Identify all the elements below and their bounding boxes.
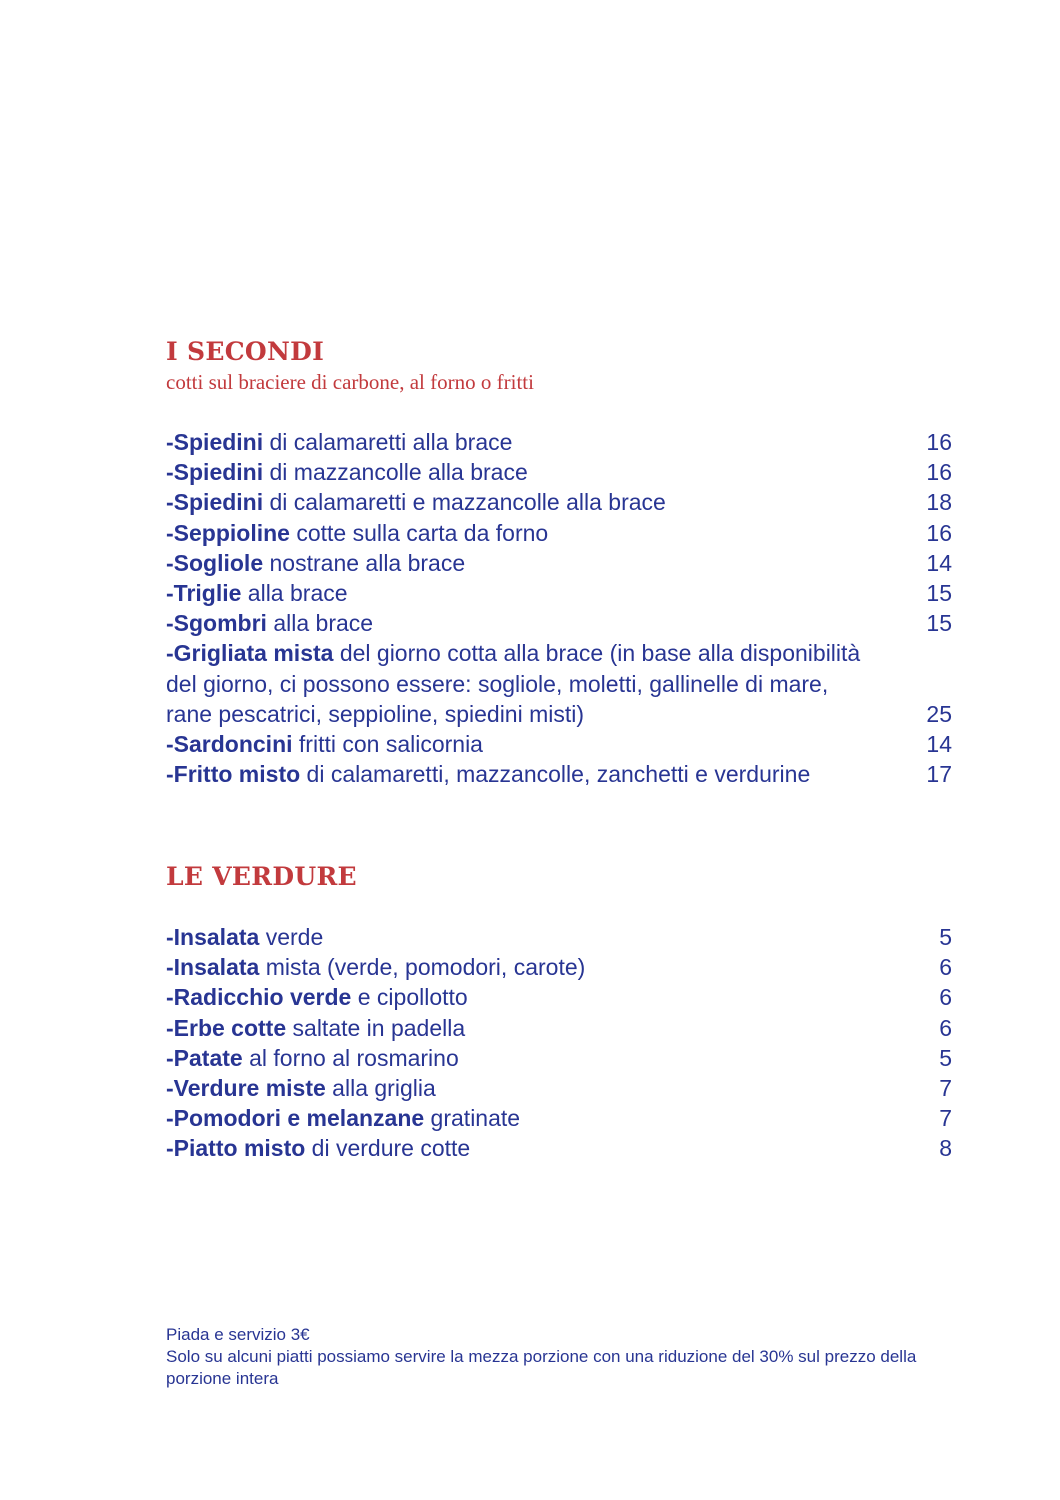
item-price: 6 <box>939 1014 952 1041</box>
secondi-list <box>166 427 952 789</box>
item-name: -Triglie <box>166 580 242 607</box>
secondi-section <box>166 337 952 789</box>
menu-item <box>166 952 952 982</box>
menu-item <box>166 922 952 952</box>
item-description: di mazzancolle alla brace <box>263 459 528 486</box>
menu-item <box>166 548 952 578</box>
menu-item <box>166 638 952 729</box>
item-price: 7 <box>939 1075 952 1102</box>
item-text <box>166 487 912 517</box>
item-name: -Grigliata mista <box>166 640 334 667</box>
item-price: 16 <box>926 519 952 546</box>
item-text <box>166 608 912 638</box>
secondi-subtitle: cotti sul braciere di carbone, al forno o fritti <box>166 370 534 394</box>
item-text <box>166 578 912 608</box>
menu-item <box>166 427 952 457</box>
verdure-list <box>166 922 952 1164</box>
item-name: -Pomodori e melanzane <box>166 1105 425 1132</box>
item-description: di verdure cotte <box>305 1135 471 1162</box>
item-name: -Patate <box>166 1044 243 1071</box>
item-price: 8 <box>939 1135 952 1162</box>
item-text <box>166 427 912 457</box>
menu-item <box>166 729 952 759</box>
item-text <box>166 759 912 789</box>
item-price: 17 <box>926 761 952 788</box>
item-text <box>166 1073 912 1103</box>
item-price: 6 <box>939 984 952 1011</box>
item-price: 14 <box>926 731 952 758</box>
item-description: saltate in padella <box>286 1014 466 1041</box>
half-portion-note: Solo su alcuni piatti possiamo servire la mezza porzione con una riduzione del 30% sul prezzo della porzione intera <box>166 1347 917 1388</box>
item-name: -Verdure miste <box>166 1075 326 1102</box>
menu-item <box>166 1133 952 1163</box>
item-name: -Piatto misto <box>166 1135 306 1162</box>
item-description: nostrane alla brace <box>263 549 466 576</box>
item-text <box>166 1043 912 1073</box>
item-name: -Spiedini <box>166 489 264 516</box>
item-price: 5 <box>939 924 952 950</box>
item-price: 15 <box>926 610 952 637</box>
service-charge-note: Piada e servizio 3€ <box>166 1325 310 1344</box>
item-description: verde <box>259 924 324 950</box>
item-description: alla griglia <box>325 1075 436 1102</box>
menu-item <box>166 1073 952 1103</box>
item-price: 16 <box>926 459 952 486</box>
item-text <box>166 922 912 952</box>
item-description: del giorno cotta alla brace (in base alla disponibilità del giorno, ci possono essere: sogliole, moletti, gallinelle di mare, rane pescatrici, seppioline, spiedini misti) <box>166 640 861 727</box>
menu-item <box>166 608 952 638</box>
verdure-section <box>166 862 952 1164</box>
item-price: 16 <box>926 429 952 455</box>
secondi-title: I SECONDI <box>166 337 325 366</box>
item-price: 18 <box>926 489 952 516</box>
item-description: al forno al rosmarino <box>242 1044 459 1071</box>
item-description: mista (verde, pomodori, carote) <box>259 954 586 981</box>
verdure-title: LE VERDURE <box>166 862 357 891</box>
item-description: cotte sulla carta da forno <box>289 519 549 546</box>
item-price: 7 <box>939 1105 952 1132</box>
item-description: alla brace <box>241 580 348 607</box>
item-text <box>166 729 912 759</box>
item-name: -Insalata <box>166 954 260 981</box>
item-description: e cipollotto <box>351 984 468 1011</box>
item-price: 6 <box>939 954 952 981</box>
menu-item <box>166 487 952 517</box>
item-text <box>166 457 912 487</box>
item-name: -Spiedini <box>166 429 264 455</box>
item-name: -Seppioline <box>166 519 290 546</box>
item-name: -Spiedini <box>166 459 264 486</box>
item-description: alla brace <box>266 610 374 637</box>
item-price: 14 <box>926 549 952 576</box>
item-description: fritti con salicornia <box>292 731 483 758</box>
item-description: di calamaretti e mazzancolle alla brace <box>263 489 666 516</box>
menu-item <box>166 518 952 548</box>
item-name: -Insalata <box>166 924 260 950</box>
item-description: di calamaretti alla brace <box>263 429 513 455</box>
item-name: -Sgombri <box>166 610 267 637</box>
menu-item <box>166 1013 952 1043</box>
item-price: 5 <box>939 1044 952 1071</box>
item-price: 25 <box>926 700 952 727</box>
item-text <box>166 518 912 548</box>
item-text <box>166 952 912 982</box>
menu-item <box>166 759 952 789</box>
footer-notes <box>166 1324 926 1390</box>
menu-item <box>166 982 952 1012</box>
item-name: -Sogliole <box>166 549 264 576</box>
item-name: -Erbe cotte <box>166 1014 287 1041</box>
item-text <box>166 1013 912 1043</box>
menu-item <box>166 1103 952 1133</box>
item-text <box>166 1103 912 1133</box>
item-description: gratinate <box>424 1105 521 1132</box>
item-name: -Radicchio verde <box>166 984 352 1011</box>
item-name: -Fritto misto <box>166 761 301 788</box>
item-price: 15 <box>926 580 952 607</box>
item-text <box>166 1133 912 1163</box>
item-description: di calamaretti, mazzancolle, zanchetti e verdurine <box>300 761 811 788</box>
item-text <box>166 548 912 578</box>
menu-item <box>166 457 952 487</box>
menu-item <box>166 578 952 608</box>
item-text <box>166 638 912 729</box>
item-text <box>166 982 912 1012</box>
item-name: -Sardoncini <box>166 731 293 758</box>
menu-item <box>166 1043 952 1073</box>
